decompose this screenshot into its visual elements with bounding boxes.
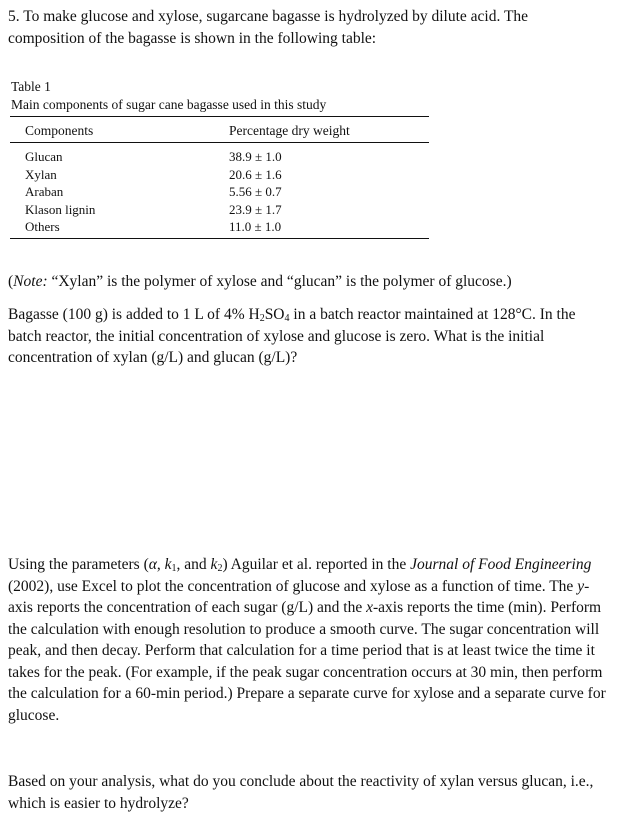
conclusion-paragraph: Based on your analysis, what do you conclude about the reactivity of xylan versus glucan, i.e., which is easier to hydrolyze? <box>8 773 594 812</box>
component-percentage: 23.9 ± 1.7 <box>229 201 282 217</box>
component-percentage: 20.6 ± 1.6 <box>229 166 282 182</box>
intro-line-2: composition of the bagasse is shown in the following table: <box>8 29 377 47</box>
component-percentage: 11.0 ± 1.0 <box>229 219 282 234</box>
component-name: Glucan <box>25 149 63 164</box>
component-name: Klason lignin <box>25 201 96 217</box>
component-percentage: 38.9 ± 1.0 <box>229 149 282 164</box>
question-number: 5. <box>8 8 20 25</box>
table-top-rule <box>10 116 429 117</box>
table-header-rule <box>10 142 429 143</box>
table-caption: Main components of sugar cane bagasse used in this study <box>11 97 327 112</box>
bagasse-paragraph: Bagasse (100 g) is added to 1 L of 4% $H_2SO_4$ in a batch reactor maintained at 128°C. In the batch reactor, the initial concentration of xylose and glucose is zero. What is the initial concentration of xylan (g/L) and glucan (g/L)? <box>8 306 576 366</box>
question-intro <box>8 6 630 49</box>
alpha-symbol: α <box>148 556 157 573</box>
component-name: Xylan <box>25 166 57 182</box>
table-label: Table 1 <box>11 79 51 94</box>
component-percentage: 5.56 ± 0.7 <box>229 184 282 199</box>
intro-line-1: To make glucose and xylose, sugarcane bagasse is hydrolyzed by dilute acid. The <box>23 8 529 25</box>
journal-title: Journal of Food Engineering <box>410 556 592 573</box>
table-header-percentage: Percentage dry weight <box>229 123 350 138</box>
parameters-paragraph: Using the parameters (α, $k_1$, and $k_2$) Aguilar et al. reported in the Journal of Food Engineering (2002), use Excel to plot the concentration of glucose and xylose as a function of time. The y- axis reports the concentration of each sugar (g/L) and the x-axis reports the time (min). Perform the calculation with enough resolution to produce a smooth curve. The sugar concentration will peak, and then decay. Perform that calculation for a time period that is at least twice the time it takes for the peak. (For example, if the peak sugar concentration occurs at 30 min, then perform the calculation for a 60-min period.) Prepare a separate curve for xylose and a separate curve for glucose. <box>8 556 606 724</box>
component-name: Others <box>25 219 60 234</box>
table-header-components: Components <box>25 123 94 138</box>
component-name: Araban <box>25 184 64 199</box>
note-label: Note: <box>13 273 48 290</box>
note-text: “Xylan” is the polymer of xylose and “glucan” is the polymer of glucose.) <box>47 273 512 290</box>
table-bottom-rule <box>10 238 429 239</box>
note-paragraph: (Note: “Xylan” is the polymer of xylose and “glucan” is the polymer of glucose.) <box>8 273 512 290</box>
